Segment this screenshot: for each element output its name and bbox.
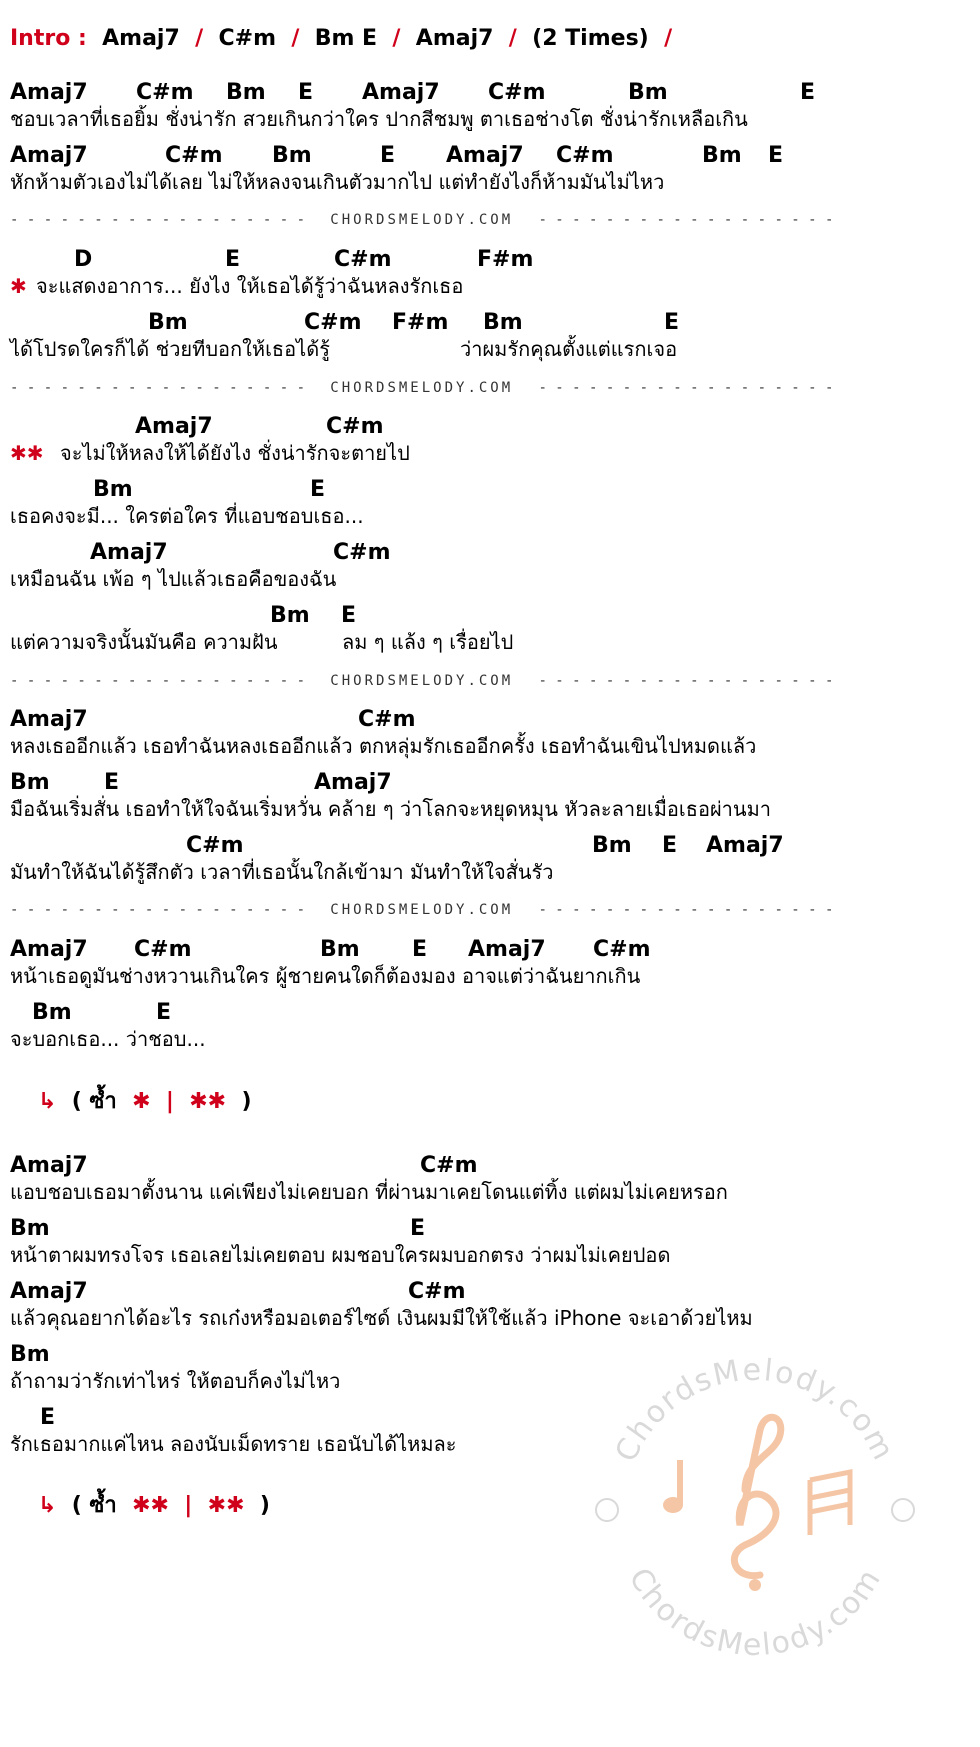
watermark-text-top: ChordsMelody.com	[608, 1352, 902, 1468]
chord: Bm	[148, 310, 188, 335]
chord: D	[74, 247, 93, 272]
double-star-marker: ✱✱	[189, 1089, 227, 1114]
chordsmelody-watermark-logo	[585, 1340, 925, 1680]
chord: Amaj7	[446, 143, 524, 168]
lyric-line: จะบอกเธอ... ว่าชอบ...	[10, 1027, 206, 1051]
repeat-instruction: ↳ ( ซ้ำ ✱✱ | ✱✱ )	[38, 1493, 270, 1518]
chord: Amaj7	[468, 937, 546, 962]
chord: Amaj7	[135, 414, 213, 439]
repeat-instruction: ↳ ( ซ้ำ ✱ | ✱✱ )	[38, 1089, 252, 1114]
chord: E	[380, 143, 396, 168]
double-star-marker: ✱✱	[132, 1493, 169, 1518]
lyric-line: แล้วคุณอยากได้อะไร รถเก๋งหรือมอเตอร์ไซด์ เงินผมมีให้ใช้แล้ว iPhone จะเอาด้วยไหม	[10, 1306, 753, 1330]
chord: Bm	[10, 1342, 50, 1367]
chord: Bm	[592, 833, 632, 858]
chord: C#m	[304, 310, 362, 335]
single-star-marker: ✱	[132, 1089, 151, 1114]
watermark-text-bottom: ChordsMelody.com	[621, 1561, 889, 1664]
intro-line: Intro : Amaj7 / C#m / Bm E / Amaj7 / (2 Times) /	[10, 26, 673, 51]
chord: Amaj7	[362, 80, 440, 105]
lyric-line: หลงเธออีกแล้ว เธอทำฉันหลงเธออีกแล้ว ตกหลุ่มรักเธออีกครั้ง เธอทำฉันเขินไปหมดแล้ว	[10, 734, 757, 758]
chord: E	[341, 603, 357, 628]
lyric-line: ชอบเวลาที่เธอยิ้ม ชั่งน่ารัก สวยเกินกว่าใคร ปากสีชมพู ตาเธอช่างโต ชั่งน่ารักเหลือเกิน	[10, 107, 748, 131]
chord: E	[412, 937, 428, 962]
chord: Amaj7	[314, 770, 392, 795]
intro-chord: C#m	[218, 26, 276, 51]
chord: Amaj7	[90, 540, 168, 565]
separator: - - - - - - - - - - - - - - - - - - CHORDSMELODY.COM - - - - - - - - - - - - - - - - - -	[10, 380, 834, 396]
intro-repeat-note: (2 Times)	[532, 26, 649, 51]
chord: E	[410, 1216, 426, 1241]
chord: Bm	[32, 1000, 72, 1025]
chord: C#m	[134, 937, 192, 962]
return-arrow-icon: ↳	[38, 1493, 57, 1518]
sheet-music-icon	[810, 1472, 850, 1535]
chord: Amaj7	[706, 833, 784, 858]
separator: - - - - - - - - - - - - - - - - - - CHORDSMELODY.COM - - - - - - - - - - - - - - - - - -	[10, 673, 834, 689]
lyric-line: หน้าตาผมทรงโจร เธอเลยไม่เคยตอบ ผมชอบใครผมบอกตรง ว่าผมไม่เคยปอด	[10, 1243, 671, 1267]
chord: Bm	[320, 937, 360, 962]
intro-chord: Amaj7	[102, 26, 180, 51]
chord: Bm	[10, 1216, 50, 1241]
separator: - - - - - - - - - - - - - - - - - - CHORDSMELODY.COM - - - - - - - - - - - - - - - - - -	[10, 902, 834, 918]
lyric-line: จะไม่ให้หลงให้ได้ยังไง ชั่งน่ารักจะตายไป	[60, 441, 410, 465]
music-note-icon	[663, 1460, 683, 1513]
lyric-line: หักห้ามตัวเองไม่ได้เลย ไม่ให้หลงจนเกินตัวมากไป แต่ทำยังไงก็ห้ามมันไม่ไหว	[10, 170, 665, 194]
chord: E	[225, 247, 241, 272]
chord: C#m	[593, 937, 651, 962]
chord: Amaj7	[10, 1279, 88, 1304]
double-star-marker: ✱✱	[10, 441, 44, 465]
chord: C#m	[165, 143, 223, 168]
chord: E	[104, 770, 120, 795]
chord: Bm	[10, 770, 50, 795]
chord: C#m	[420, 1153, 478, 1178]
chord: C#m	[358, 707, 416, 732]
chord: Amaj7	[10, 937, 88, 962]
intro-chord: Bm E	[314, 26, 378, 51]
single-star-marker: ✱	[10, 274, 27, 298]
chord: Amaj7	[10, 1153, 88, 1178]
lyric-line: แอบชอบเธอมาตั้งนาน แค่เพียงไม่เคยบอก ที่ผ่านมาเคยโดนแต่ทิ้ง แต่ผมไม่เคยหรอก	[10, 1180, 728, 1204]
chord: Amaj7	[10, 80, 88, 105]
chord: Bm	[270, 603, 310, 628]
chord: C#m	[488, 80, 546, 105]
lyric-line: ได้โปรดใครก็ได้ ช่วยทีบอกให้เธอได้รู้	[10, 337, 330, 361]
lyric-line: ว่าผมรักคุณตั้งแต่แรกเจอ	[460, 337, 678, 361]
lyric-line: ถ้าถามว่ารักเท่าไหร่ ให้ตอบก็คงไม่ไหว	[10, 1369, 341, 1393]
chord: Bm	[483, 310, 523, 335]
lyric-line: เหมือนฉัน เพ้อ ๆ ไปแล้วเธอคือของฉัน	[10, 567, 337, 591]
watermark-dot-icon	[596, 1499, 618, 1521]
chord: E	[662, 833, 678, 858]
chord: E	[156, 1000, 172, 1025]
chord: C#m	[326, 414, 384, 439]
intro-label: Intro :	[10, 26, 87, 51]
lyric-line: มันทำให้ฉันได้รู้สึกตัว เวลาที่เธอนั้นใกล้เข้ามา มันทำให้ใจสั่นรัว	[10, 860, 554, 884]
chord: E	[768, 143, 784, 168]
chord: C#m	[408, 1279, 466, 1304]
chord: Bm	[702, 143, 742, 168]
lyric-line: เธอคงจะมี... ใครต่อใคร ที่แอบชอบเธอ...	[10, 504, 364, 528]
chord: E	[664, 310, 680, 335]
chord: C#m	[556, 143, 614, 168]
chord: C#m	[136, 80, 194, 105]
chord: Bm	[272, 143, 312, 168]
lyric-line: มือฉันเริ่มสั่น เธอทำให้ใจฉันเริ่มหวั่น คล้าย ๆ ว่าโลกจะหยุดหมุน หัวละลายเมื่อเธอผ่านมา	[10, 797, 771, 821]
chord: E	[40, 1405, 56, 1430]
chord: E	[800, 80, 816, 105]
chord: C#m	[333, 540, 391, 565]
chord: Bm	[226, 80, 266, 105]
chord: C#m	[334, 247, 392, 272]
chord: F#m	[477, 247, 534, 272]
lyric-line: แต่ความจริงนั้นมันคือ ความฝัน	[10, 630, 278, 654]
return-arrow-icon: ↳	[38, 1089, 57, 1114]
chord: Amaj7	[10, 707, 88, 732]
chord: Bm	[93, 477, 133, 502]
chord: C#m	[186, 833, 244, 858]
watermark-dot-icon	[892, 1499, 914, 1521]
chord: Amaj7	[10, 143, 88, 168]
lyric-line: รักเธอมากแค่ไหน ลองนับเม็ดทราย เธอนับได้ไหมละ	[10, 1432, 457, 1456]
chord: E	[298, 80, 314, 105]
treble-clef-icon	[734, 1417, 780, 1591]
intro-chord: Amaj7	[415, 26, 494, 51]
lyric-line: หน้าเธอดูมันช่างหวานเกินใคร ผู้ชายคนใดก็ต้องมอง อาจแต่ว่าฉันยากเกิน	[10, 964, 641, 988]
chord: Bm	[628, 80, 668, 105]
chord: E	[310, 477, 326, 502]
lyric-line: ลม ๆ แล้ง ๆ เรื่อยไป	[342, 630, 514, 654]
lyric-line: จะแสดงอาการ... ยังไง ให้เธอได้รู้ว่าฉันหลงรักเธอ	[36, 274, 464, 298]
double-star-marker: ✱✱	[207, 1493, 245, 1518]
chord: F#m	[392, 310, 449, 335]
separator: - - - - - - - - - - - - - - - - - - CHORDSMELODY.COM - - - - - - - - - - - - - - - - - -	[10, 212, 834, 228]
